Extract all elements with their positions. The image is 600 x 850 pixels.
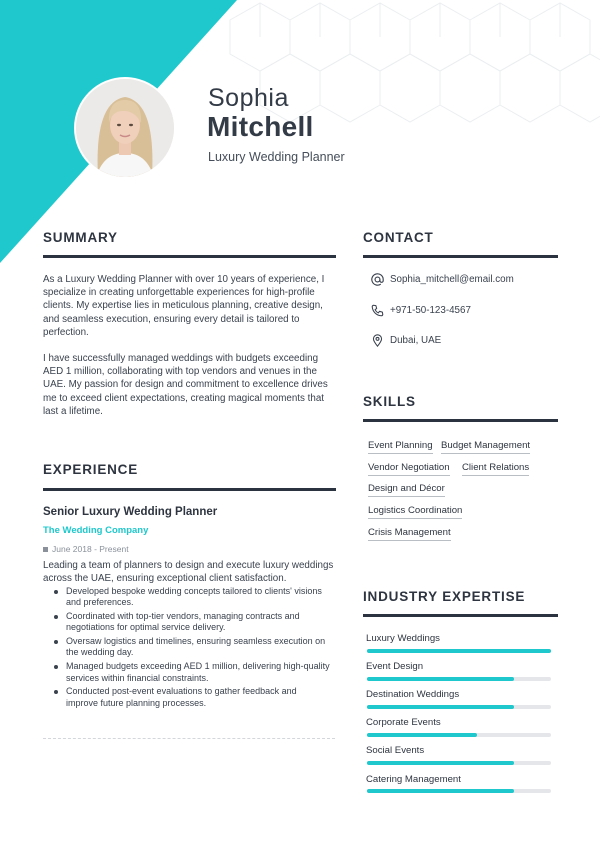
job-bullet: Coordinated with top-tier vendors, managing contracts and negotiations for optimal service delivery. (53, 611, 331, 634)
skill-tag: Client Relations (462, 462, 529, 476)
summary-heading: SUMMARY (43, 230, 118, 245)
job-summary: Leading a team of planners to design and execute luxury weddings across the UAE, ensuring exceptional client satisfaction. (43, 560, 334, 584)
skill-tag: Budget Management (441, 440, 530, 454)
expertise-bar-track (367, 789, 551, 793)
experience-heading: EXPERIENCE (43, 462, 139, 477)
expertise-bar-track (367, 761, 551, 765)
skills-divider (363, 419, 558, 422)
job-dates-text: June 2018 - Present (52, 544, 129, 554)
job-dates (43, 544, 129, 554)
at-icon (371, 273, 384, 286)
company-name: The Wedding Company (43, 525, 149, 536)
expertise-label: Social Events (366, 745, 425, 756)
skill-tag: Design and Décor (368, 483, 445, 497)
contact-heading: CONTACT (363, 230, 434, 245)
first-name: Sophia (208, 84, 289, 112)
expertise-bar-track (367, 733, 551, 737)
location-pin-icon (371, 334, 384, 347)
expertise-divider (363, 614, 558, 617)
contact-location-text: Dubai, UAE (390, 335, 442, 346)
skill-tag: Logistics Coordination (368, 505, 462, 519)
job-bullets (53, 586, 331, 711)
job-bullet: Oversaw logistics and timelines, ensuring seamless execution on the wedding day. (53, 636, 331, 659)
expertise-label: Event Design (366, 661, 424, 672)
last-name: Mitchell (207, 111, 314, 142)
skill-tag: Crisis Management (368, 527, 451, 541)
skill-tag: Vendor Negotiation (368, 462, 450, 476)
contact-email[interactable] (371, 273, 514, 286)
expertise-label: Catering Management (366, 774, 461, 785)
profile-photo (76, 79, 174, 177)
summary-paragraph: As a Luxury Wedding Planner with over 10 years of experience, I specialize in creating unforgettable experiences for high-profile clients. My expertise lies in meticulous planning, creative design, and seamless execution, ensuring every detail is tailored to perfection. (43, 274, 325, 338)
summary-divider (43, 255, 336, 258)
summary-paragraph: I have successfully managed weddings with budgets exceeding AED 1 million, collaborating with top vendors and venues in the UAE. My passion for design and commitment to excellence drives me to exceed client expectations, creating magical moments that last a lifetime. (43, 353, 328, 417)
contact-divider (363, 255, 558, 258)
expertise-label: Corporate Events (366, 717, 441, 728)
job-bullet: Managed budgets exceeding AED 1 million, delivering high-quality services within financial constraints. (53, 661, 331, 684)
expertise-bar-fill (367, 677, 514, 681)
contact-phone-text: +971-50-123-4567 (390, 305, 471, 316)
phone-icon (371, 304, 384, 317)
expertise-bar-track (367, 705, 551, 709)
calendar-square-icon (43, 547, 48, 552)
contact-location (371, 334, 441, 347)
expertise-bar-track (367, 649, 551, 653)
experience-divider (43, 488, 336, 491)
expertise-bar-fill (367, 789, 514, 793)
expertise-bar-fill (367, 705, 514, 709)
contact-email-text: Sophia_mitchell@email.com (390, 274, 514, 285)
expertise-label: Destination Weddings (366, 689, 460, 700)
job-bullet: Conducted post-event evaluations to gather feedback and improve future planning processes. (53, 686, 331, 709)
expertise-label: Luxury Weddings (366, 633, 440, 644)
job-role: Senior Luxury Wedding Planner (43, 506, 218, 518)
expertise-bar-fill (367, 761, 514, 765)
skill-tag: Event Planning (368, 440, 433, 454)
expertise-heading: INDUSTRY EXPERTISE (363, 589, 526, 604)
section-dotted-divider (43, 738, 335, 739)
contact-phone[interactable] (371, 304, 471, 317)
expertise-bar-fill (367, 649, 551, 653)
job-bullet: Developed bespoke wedding concepts tailored to clients' visions and preferences. (53, 586, 331, 609)
skills-heading: SKILLS (363, 394, 416, 409)
job-title: Luxury Wedding Planner (208, 150, 345, 164)
expertise-bar-fill (367, 733, 477, 737)
expertise-bar-track (367, 677, 551, 681)
